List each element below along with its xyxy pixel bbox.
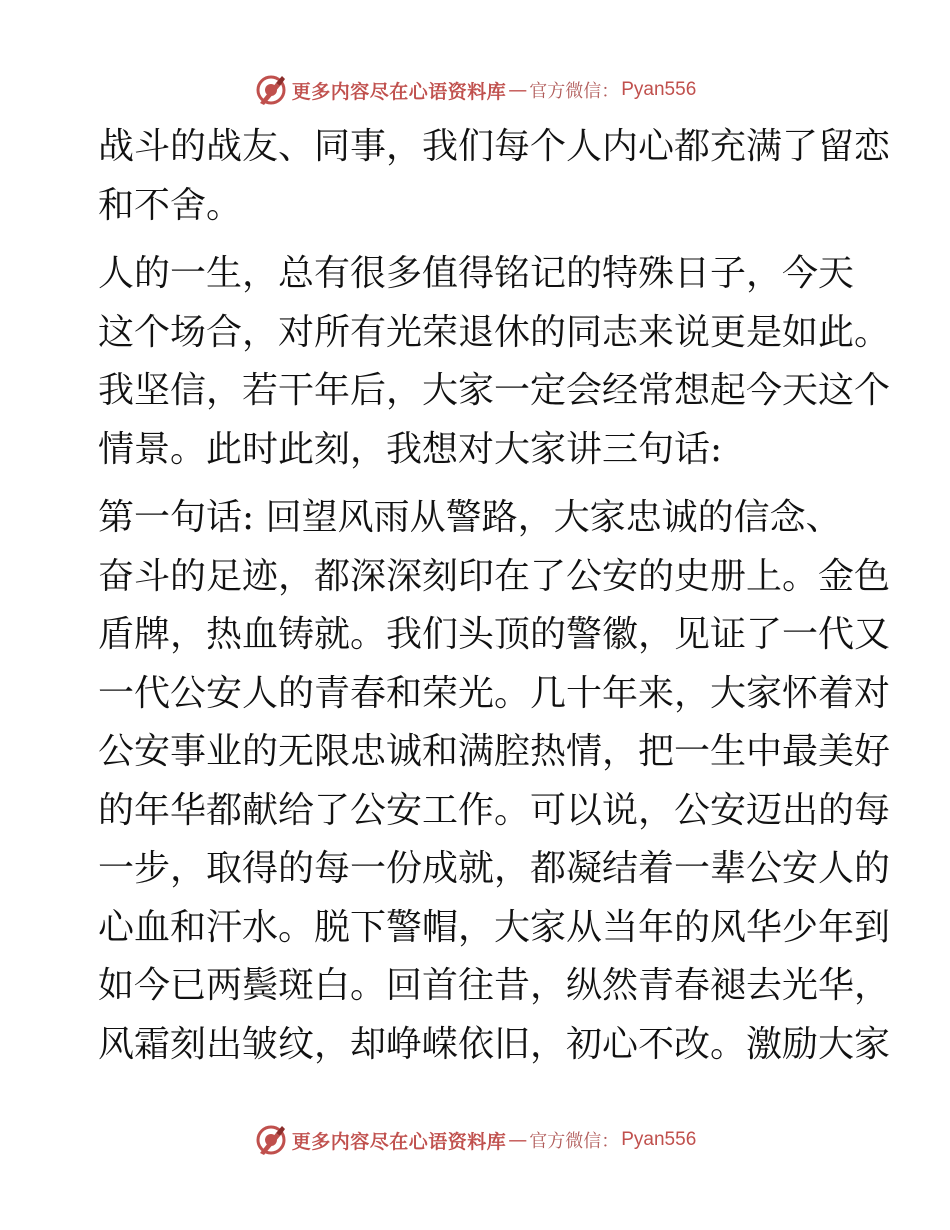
paragraph [98,245,891,479]
document-body [98,118,891,1074]
text-line: 战斗的战友、同事，我们每个人内心都充满了留恋 [98,126,891,167]
paragraph [98,489,891,1074]
header-wechat-id: Pyan556 [621,79,697,100]
text-line: 盾牌，热血铸就。我们头顶的警徽，见证了一代又 [98,614,891,655]
footer-label: 官方微信： [529,1131,620,1152]
header-banner [0,70,950,110]
pen-logo-icon [254,73,288,107]
pen-logo-icon [254,1123,288,1157]
text-line: 第一句话: 回望风雨从警路，大家忠诚的信念、 [98,497,842,538]
text-line: 我坚信，若干年后，大家一定会经常想起今天这个 [98,370,891,411]
text-line: 公安事业的无限忠诚和满腔热情，把一生中最美好 [98,731,891,772]
text-line: 奋斗的足迹，都深深刻印在了公安的史册上。金色 [98,555,891,597]
text-line: 如今已两鬓斑白。回首往昔，纵然青春褪去光华， [98,965,891,1006]
footer-separator: — [508,1129,528,1151]
text-line: 情景。此时此刻，我想对大家讲三句话: [98,428,723,470]
footer-wechat-id: Pyan556 [621,1129,697,1150]
header-separator: — [508,79,528,101]
header-label: 官方微信： [529,81,620,102]
text-line: 人的一生，总有很多值得铭记的特殊日子，今天 [98,253,855,294]
text-line: 的年华都献给了公安工作。可以说，公安迈出的每 [98,789,891,831]
text-line: 心血和汗水。脱下警帽，大家从当年的风华少年到 [98,906,891,948]
text-line: 和不舍。 [98,184,243,226]
footer-banner [0,1120,950,1160]
text-line: 这个场合，对所有光荣退休的同志来说更是如此。 [98,311,891,353]
footer-brand: 更多内容尽在心语资料库 [291,1130,507,1153]
text-line: 风霜刻出皱纹，却峥嵘依旧，初心不改。激励大家 [98,1023,891,1065]
text-line: 一代公安人的青春和荣光。几十年来，大家怀着对 [98,672,891,714]
header-brand: 更多内容尽在心语资料库 [291,80,507,103]
paragraph [98,118,891,235]
text-line: 一步，取得的每一份成就，都凝结着一辈公安人的 [98,848,891,889]
